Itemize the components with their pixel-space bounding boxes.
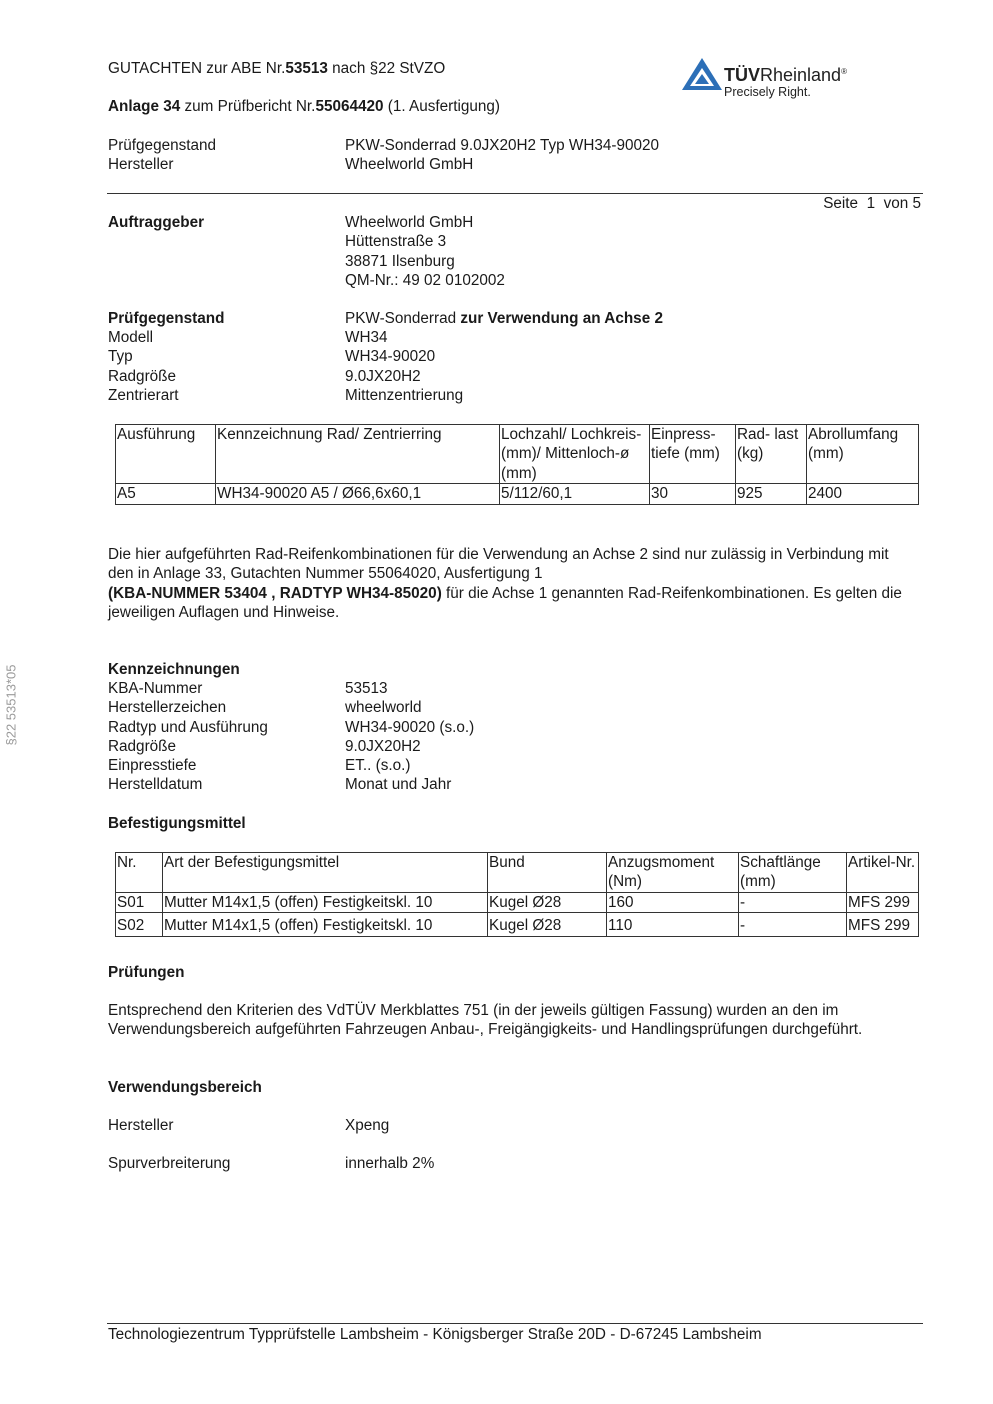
page-number: Seite 1 von 5 [823,195,921,212]
table-cell: WH34-90020 A5 / Ø66,6x60,1 [216,484,500,504]
abe-number: 53513 [285,60,328,77]
document-heading [108,59,445,78]
table-cell: MFS 299 [847,892,919,912]
spec-label: Typ [108,348,133,365]
verwendung-label: Hersteller [108,1117,174,1134]
kennzeichnungen-title: Kennzeichnungen [108,661,240,678]
logo-tagline: Precisely Right. [724,85,811,99]
table-header-cell: Lochzahl/ Lochkreis- (mm)/ Mittenloch-ø (mm) [500,425,650,484]
table-header-cell: Bund [488,853,607,893]
hinweis-text-2: für die Achse 1 genannten Rad-Reifenkombinationen. Es gelten die jeweiligen Auflagen und Hinweise. [108,584,902,622]
spec-value: Mittenzentrierung [345,387,464,404]
table-row [116,892,919,912]
table-row [116,913,919,936]
heading-suffix: nach §22 StVZO [327,60,446,77]
table-cell: 5/112/60,1 [500,484,650,504]
spec-value: 9.0JX20H2 [345,368,421,385]
heading-prefix: GUTACHTEN zur ABE Nr. [108,60,286,77]
table-header-cell: Anzugsmoment (Nm) [607,853,739,893]
pruefbericht-number: 55064420 [315,98,384,115]
auftraggeber-line: 38871 Ilsenburg [345,252,455,270]
table-cell: - [739,913,847,936]
logo-brand-2: Rheinland [760,65,842,85]
pruefungen-title: Prüfungen [108,964,185,981]
kennzeichnung-value: 53513 [345,680,388,697]
kennzeichnung-label: Einpresstiefe [108,757,197,774]
table-header-cell: Schaftlänge (mm) [739,853,847,893]
spec-value: WH34-90020 [345,348,436,365]
pruefungen-text: Entsprechend den Kriterien des VdTÜV Merkblattes 751 (in der jeweils gültigen Fassung) wurden an den im Verwendungsbereich aufgeführten Fahrzeugen Anbau-, Freigängigkeits- und Handlingsprüfungen durchgeführt. [108,1002,863,1039]
pruefgegenstand-label: Prüfgegenstand [108,310,225,327]
table-cell: 160 [607,892,739,912]
table-header-cell: Rad- last (kg) [736,425,807,484]
befestigung-table [115,852,919,937]
table-header-cell: Ausführung [116,425,216,484]
table-header-cell: Abrollumfang (mm) [807,425,919,484]
table-cell: 2400 [807,484,919,504]
pruefgegenstand-value-bold: zur Verwendung an Achse 2 [460,310,663,327]
table-cell: Mutter M14x1,5 (offen) Festigkeitskl. 10 [163,892,488,912]
header-hersteller-value: Wheelworld GmbH [345,156,474,173]
verwendung-value: Xpeng [345,1117,390,1134]
kennzeichnung-label: KBA-Nummer [108,680,203,697]
spec-value: WH34 [345,329,388,346]
side-marker [2,650,20,760]
verwendungsbereich-title: Verwendungsbereich [108,1079,262,1096]
table-cell: Kugel Ø28 [488,892,607,912]
hinweis-bold: (KBA-NUMMER 53404 , RADTYP WH34-85020) [108,584,442,602]
anlage-label: Anlage 34 [108,98,181,115]
auftraggeber-line: Hüttenstraße 3 [345,233,447,251]
table-cell: A5 [116,484,216,504]
kennzeichnung-label: Herstelldatum [108,776,203,793]
subheading-suffix: (1. Ausfertigung) [383,98,500,115]
kennzeichnung-value: wheelworld [345,699,422,716]
ausfuehrung-table [115,424,919,505]
spec-label: Modell [108,329,154,346]
kennzeichnung-label: Radgröße [108,738,177,755]
logo-registered: ® [841,67,847,76]
table-header-cell: Nr. [116,853,163,893]
verwendung-label: Spurverbreiterung [108,1155,231,1172]
table-cell: MFS 299 [847,913,919,936]
document-subheading [108,97,500,116]
kennzeichnung-value: 9.0JX20H2 [345,738,421,755]
header-hersteller-label: Hersteller [108,156,174,173]
subheading-mid: zum Prüfbericht Nr. [180,98,316,115]
table-cell: 925 [736,484,807,504]
header-pruefgegenstand-label: Prüfgegenstand [108,137,217,154]
table-cell: Kugel Ø28 [488,913,607,936]
kennzeichnung-value: Monat und Jahr [345,776,452,793]
table-row [116,484,919,504]
pruefgegenstand-value [345,309,663,328]
table-header-row [116,853,919,893]
spec-label: Radgröße [108,368,177,385]
auftraggeber-line: Wheelworld GmbH [345,214,474,231]
auftraggeber-label: Auftraggeber [108,214,205,231]
footer-divider [107,1323,923,1324]
header-pruefgegenstand-value: PKW-Sonderrad 9.0JX20H2 Typ WH34-90020 [345,137,660,154]
table-header-cell: Kennzeichnung Rad/ Zentrierring [216,425,500,484]
table-cell: S01 [116,892,163,912]
table-cell: S02 [116,913,163,936]
logo-brand: TÜV [724,65,760,85]
hinweis-text-1: Die hier aufgeführten Rad-Reifenkombinationen für die Verwendung an Achse 2 sind nur zulässig in Verbindung mit den in Anlage 33, Gutachten Nummer 55064020, Ausfertigung 1 [108,546,889,583]
table-header-cell: Einpress- tiefe (mm) [650,425,736,484]
side-marker-text: §22 53513*05 [3,664,19,746]
spec-label: Zentrierart [108,387,179,404]
table-cell: Mutter M14x1,5 (offen) Festigkeitskl. 10 [163,913,488,936]
footer-text: Technologiezentrum Typprüfstelle Lambsheim - Königsberger Straße 20D - D-67245 Lambsheim [108,1326,762,1343]
table-header-cell: Art der Befestigungsmittel [163,853,488,893]
kennzeichnung-value: WH34-90020 (s.o.) [345,719,475,736]
verwendung-value: innerhalb 2% [345,1155,435,1172]
befestigung-title: Befestigungsmittel [108,815,246,832]
table-header-cell: Artikel-Nr. [847,853,919,893]
table-cell: 110 [607,913,739,936]
table-header-row [116,425,919,484]
table-cell: - [739,892,847,912]
tuev-logo [680,54,880,106]
header-divider [107,193,923,194]
kennzeichnung-label: Radtyp und Ausführung [108,719,268,736]
table-cell: 30 [650,484,736,504]
auftraggeber-address [345,213,505,291]
hinweis-paragraph [108,545,908,623]
pruefgegenstand-value-prefix: PKW-Sonderrad [345,310,461,327]
tuev-triangle-icon [680,56,724,92]
kennzeichnung-label: Herstellerzeichen [108,699,227,716]
kennzeichnung-value: ET.. (s.o.) [345,757,411,774]
auftraggeber-line: QM-Nr.: 49 02 0102002 [345,272,505,290]
